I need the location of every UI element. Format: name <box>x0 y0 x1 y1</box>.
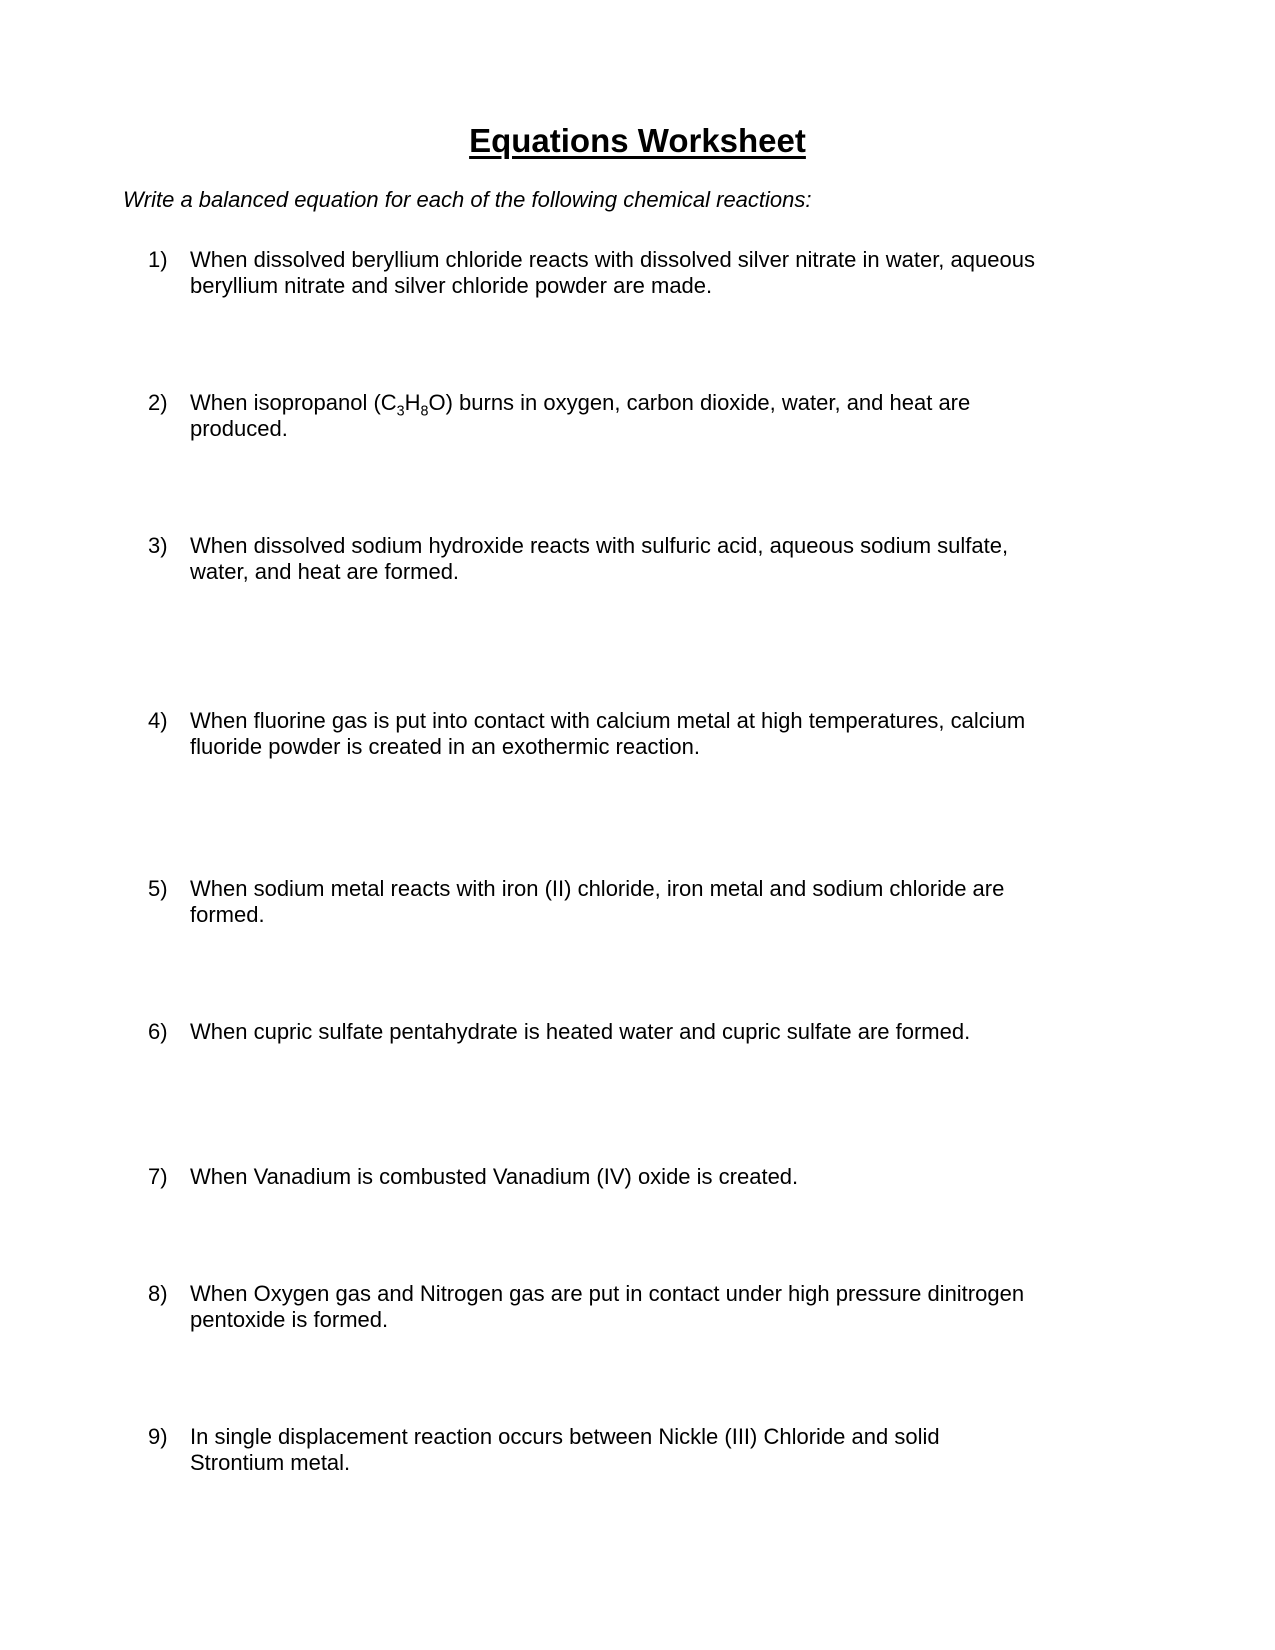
question-line: fluoride powder is created in an exothermic reaction. <box>190 734 700 759</box>
question-text <box>190 1281 1024 1333</box>
question-item-3 <box>148 533 1275 585</box>
question-list <box>0 247 1275 1476</box>
question-text <box>190 1164 798 1190</box>
question-line-part: H <box>404 390 421 415</box>
question-number: 7) <box>148 1164 168 1189</box>
question-text <box>190 1019 970 1045</box>
question-line: When fluorine gas is put into contact with calcium metal at high temperatures, calcium <box>190 708 1026 733</box>
question-text <box>190 390 970 442</box>
chemical-subscript: 8 <box>420 403 429 420</box>
question-text <box>190 533 1008 585</box>
question-text <box>190 247 1035 299</box>
question-item-1 <box>148 247 1275 299</box>
question-line-part: When isopropanol (C <box>190 390 397 415</box>
question-text <box>190 708 1025 760</box>
question-line: When dissolved sodium hydroxide reacts with sulfuric acid, aqueous sodium sulfate, <box>190 533 1009 558</box>
question-item-6 <box>148 1019 1275 1045</box>
question-line: When cupric sulfate pentahydrate is heated water and cupric sulfate are formed. <box>190 1019 971 1044</box>
question-text <box>190 876 1004 928</box>
question-number: 6) <box>148 1019 168 1044</box>
question-number: 8) <box>148 1281 168 1306</box>
question-item-7 <box>148 1164 1275 1190</box>
question-text <box>190 1424 940 1476</box>
question-line: When Oxygen gas and Nitrogen gas are put in contact under high pressure dinitrogen <box>190 1281 1025 1306</box>
question-line: When Vanadium is combusted Vanadium (IV) oxide is created. <box>190 1164 799 1189</box>
question-line: When sodium metal reacts with iron (II) chloride, iron metal and sodium chloride are <box>190 876 1005 901</box>
question-item-4 <box>148 708 1275 760</box>
instruction-text: Write a balanced equation for each of the following chemical reactions: <box>123 187 812 212</box>
question-line: In single displacement reaction occurs between Nickle (III) Chloride and solid <box>190 1424 940 1449</box>
question-item-9 <box>148 1424 1275 1476</box>
question-number: 3) <box>148 533 168 558</box>
question-number: 9) <box>148 1424 168 1449</box>
question-number: 5) <box>148 876 168 901</box>
question-number: 1) <box>148 247 168 272</box>
question-line: When dissolved beryllium chloride reacts with dissolved silver nitrate in water, aqueous <box>190 247 1035 272</box>
chemical-subscript: 3 <box>396 403 405 420</box>
question-item-5 <box>148 876 1275 928</box>
question-number: 4) <box>148 708 168 733</box>
question-line: water, and heat are formed. <box>190 559 460 584</box>
question-number: 2) <box>148 390 168 415</box>
question-line: Strontium metal. <box>190 1450 351 1475</box>
question-line <box>190 390 971 420</box>
question-line: pentoxide is formed. <box>190 1307 389 1332</box>
question-item-2 <box>148 390 1275 442</box>
question-item-8 <box>148 1281 1275 1333</box>
question-line-part: O) burns in oxygen, carbon dioxide, water, and heat are <box>428 390 971 415</box>
worksheet-title: Equations Worksheet <box>469 122 806 159</box>
question-line: produced. <box>190 416 288 441</box>
question-line: beryllium nitrate and silver chloride powder are made. <box>190 273 713 298</box>
question-line: formed. <box>190 902 265 927</box>
